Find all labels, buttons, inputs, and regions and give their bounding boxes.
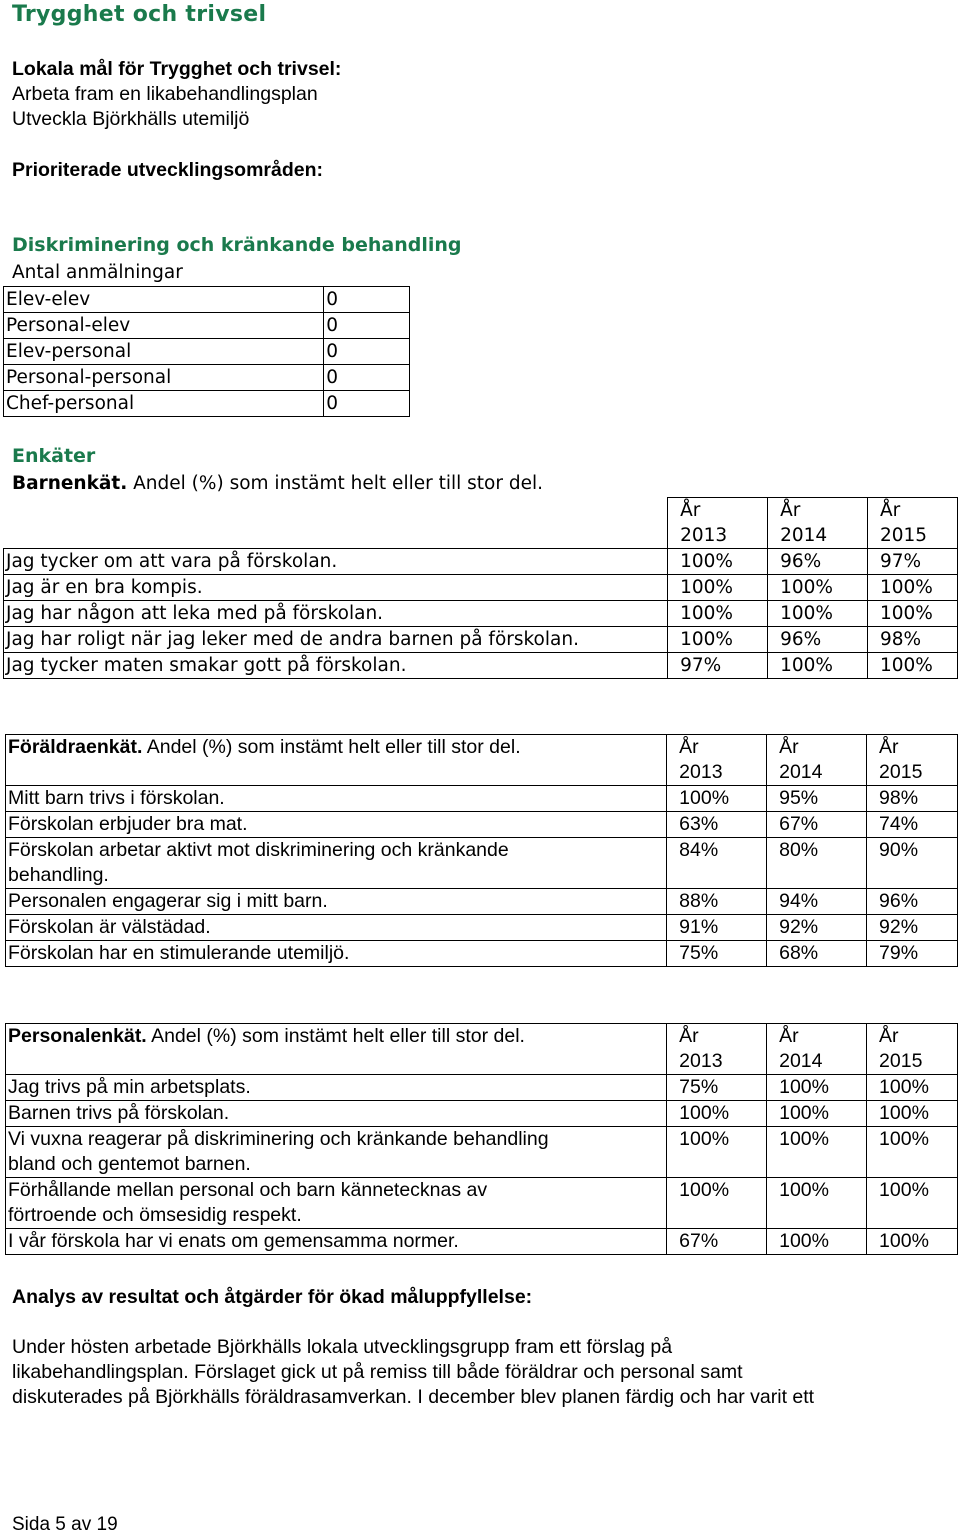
survey-value: 100%	[768, 575, 868, 601]
table-row	[6, 1101, 958, 1127]
table-row	[6, 1229, 958, 1255]
year-header: År 2015	[868, 498, 958, 549]
survey-value: 67%	[767, 812, 867, 838]
survey-value: 100%	[867, 1229, 958, 1255]
table-row	[6, 1075, 958, 1101]
year-header: År 2013	[667, 735, 767, 786]
table-row	[6, 1127, 958, 1178]
report-category: Chef-personal	[4, 391, 324, 417]
survey-value: 100%	[667, 786, 767, 812]
surveys-heading: Enkäter	[12, 445, 96, 467]
survey-value: 74%	[867, 812, 958, 838]
survey-value: 100%	[868, 575, 958, 601]
survey-question: Förskolan är välstädad.	[6, 915, 667, 941]
survey-value: 100%	[767, 1101, 867, 1127]
survey-question: Jag tycker maten smakar gott på förskolan.	[4, 653, 668, 679]
analysis-line: likabehandlingsplan. Förslaget gick ut på remiss till både föräldrar och personal samt	[12, 1361, 743, 1383]
analysis-text	[12, 1335, 814, 1410]
survey-question: Förskolan har en stimulerande utemiljö.	[6, 941, 667, 967]
survey-title-cell: Personalenkät. Andel (%) som instämt helt eller till stor del.	[6, 1024, 667, 1075]
survey-value: 100%	[867, 1101, 958, 1127]
report-count: 0	[324, 365, 410, 391]
report-category: Elev-elev	[4, 287, 324, 313]
children-survey-title: Barnenkät. Andel (%) som instämt helt eller till stor del.	[12, 473, 543, 494]
table-row	[6, 889, 958, 915]
survey-header-row	[4, 498, 958, 549]
table-row	[6, 812, 958, 838]
table-row	[4, 653, 958, 679]
survey-value: 100%	[767, 1075, 867, 1101]
table-row	[6, 1178, 958, 1229]
table-row	[6, 915, 958, 941]
year-header: År 2014	[767, 735, 867, 786]
survey-value: 100%	[868, 601, 958, 627]
year-header: År 2014	[767, 1024, 867, 1075]
goals-block	[12, 57, 341, 132]
survey-value: 100%	[667, 1101, 767, 1127]
analysis-line: Under hösten arbetade Björkhälls lokala utvecklingsgrupp fram ett förslag på	[12, 1336, 673, 1358]
survey-question: Jag är en bra kompis.	[4, 575, 668, 601]
survey-value: 98%	[867, 786, 958, 812]
survey-question: Jag har någon att leka med på förskolan.	[4, 601, 668, 627]
survey-value: 80%	[767, 838, 867, 889]
table-row	[6, 941, 958, 967]
survey-question: Barnen trivs på förskolan.	[6, 1101, 667, 1127]
report-category: Elev-personal	[4, 339, 324, 365]
report-count: 0	[324, 313, 410, 339]
survey-value: 100%	[867, 1075, 958, 1101]
survey-value: 67%	[667, 1229, 767, 1255]
survey-value: 100%	[668, 627, 768, 653]
year-header: År 2014	[768, 498, 868, 549]
survey-question: Jag har roligt när jag leker med de andra barnen på förskolan.	[4, 627, 668, 653]
survey-title-cell	[4, 498, 668, 549]
survey-value: 100%	[767, 1178, 867, 1229]
priority-heading: Prioriterade utvecklingsområden:	[12, 159, 324, 181]
page-number: Sida 5 av 19	[12, 1514, 118, 1535]
table-row	[4, 339, 410, 365]
reports-table	[3, 286, 410, 417]
survey-value: 63%	[667, 812, 767, 838]
table-row	[6, 838, 958, 889]
survey-question: Jag trivs på min arbetsplats.	[6, 1075, 667, 1101]
survey-value: 100%	[768, 601, 868, 627]
survey-value: 90%	[867, 838, 958, 889]
survey-value: 100%	[668, 575, 768, 601]
survey-value: 100%	[668, 549, 768, 575]
analysis-heading: Analys av resultat och åtgärder för ökad måluppfyllelse:	[12, 1286, 533, 1308]
survey-value: 75%	[667, 941, 767, 967]
table-row	[4, 365, 410, 391]
discrimination-heading: Diskriminering och kränkande behandling	[12, 234, 462, 256]
survey-question: Förhållande mellan personal och barn kännetecknas av förtroende och ömsesidig respekt.	[6, 1178, 667, 1229]
survey-question: Jag tycker om att vara på förskolan.	[4, 549, 668, 575]
table-row	[4, 549, 958, 575]
survey-header-row	[6, 1024, 958, 1075]
survey-question: I vår förskola har vi enats om gemensamma normer.	[6, 1229, 667, 1255]
survey-value: 100%	[667, 1178, 767, 1229]
survey-value: 92%	[867, 915, 958, 941]
report-count: 0	[324, 287, 410, 313]
parents-survey-table	[5, 734, 958, 967]
survey-value: 88%	[667, 889, 767, 915]
survey-value: 100%	[867, 1127, 958, 1178]
year-header: År 2013	[667, 1024, 767, 1075]
staff-survey-table	[5, 1023, 958, 1255]
survey-value: 100%	[767, 1229, 867, 1255]
goal-item: Utveckla Björkhälls utemiljö	[12, 108, 250, 130]
survey-value: 100%	[667, 1127, 767, 1178]
survey-value: 100%	[767, 1127, 867, 1178]
survey-header-row	[6, 735, 958, 786]
survey-question: Förskolan erbjuder bra mat.	[6, 812, 667, 838]
survey-value: 97%	[868, 549, 958, 575]
discrimination-subheading: Antal anmälningar	[12, 262, 183, 283]
survey-value: 75%	[667, 1075, 767, 1101]
survey-value: 97%	[668, 653, 768, 679]
table-row	[4, 287, 410, 313]
table-row	[4, 601, 958, 627]
survey-value: 79%	[867, 941, 958, 967]
survey-value: 94%	[767, 889, 867, 915]
survey-question: Förskolan arbetar aktivt mot diskriminering och kränkande behandling.	[6, 838, 667, 889]
table-row	[4, 627, 958, 653]
report-category: Personal-elev	[4, 313, 324, 339]
year-header: År 2013	[668, 498, 768, 549]
survey-question: Personalen engagerar sig i mitt barn.	[6, 889, 667, 915]
survey-value: 96%	[768, 627, 868, 653]
report-category: Personal-personal	[4, 365, 324, 391]
survey-value: 100%	[768, 653, 868, 679]
survey-question: Vi vuxna reagerar på diskriminering och kränkande behandling bland och gentemot barnen.	[6, 1127, 667, 1178]
page-title: Trygghet och trivsel	[12, 2, 267, 27]
survey-value: 68%	[767, 941, 867, 967]
table-row	[4, 313, 410, 339]
survey-title-cell: Föräldraenkät. Andel (%) som instämt helt eller till stor del.	[6, 735, 667, 786]
report-count: 0	[324, 339, 410, 365]
analysis-line: diskuterades på Björkhälls föräldrasamverkan. I december blev planen färdig och har varit ett	[12, 1386, 815, 1408]
survey-value: 100%	[867, 1178, 958, 1229]
survey-value: 98%	[868, 627, 958, 653]
children-survey-table	[3, 497, 958, 679]
survey-value: 95%	[767, 786, 867, 812]
survey-value: 100%	[868, 653, 958, 679]
survey-value: 84%	[667, 838, 767, 889]
survey-value: 91%	[667, 915, 767, 941]
survey-value: 92%	[767, 915, 867, 941]
year-header: År 2015	[867, 1024, 958, 1075]
table-row	[4, 575, 958, 601]
year-header: År 2015	[867, 735, 958, 786]
table-row	[6, 786, 958, 812]
survey-value: 100%	[668, 601, 768, 627]
report-count: 0	[324, 391, 410, 417]
goals-heading: Lokala mål för Trygghet och trivsel:	[12, 58, 342, 80]
table-row	[4, 391, 410, 417]
survey-question: Mitt barn trivs i förskolan.	[6, 786, 667, 812]
survey-value: 96%	[867, 889, 958, 915]
goal-item: Arbeta fram en likabehandlingsplan	[12, 83, 318, 105]
survey-value: 96%	[768, 549, 868, 575]
